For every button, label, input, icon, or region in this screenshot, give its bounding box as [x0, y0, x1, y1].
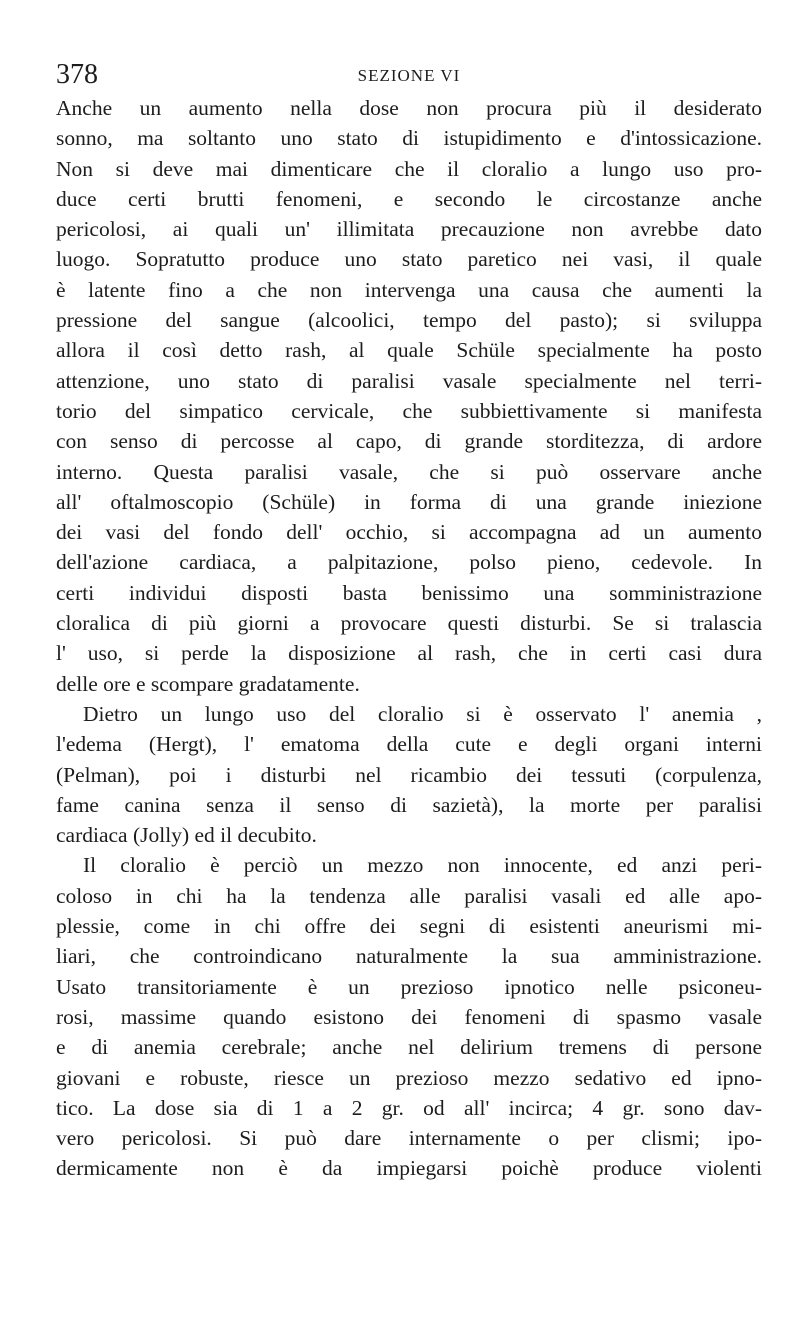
text-line: con senso di percosse al capo, di grande storditezza, di ardore	[56, 429, 762, 454]
text-line: fame canina senza il senso di sazietà), la morte per paralisi	[56, 792, 762, 817]
text-line: dei vasi del fondo dell' occhio, si accompagna ad un aumento	[56, 520, 762, 545]
text-line: rosi, massime quando esistono dei fenomeni di spasmo vasale	[56, 1004, 762, 1029]
text-line: e di anemia cerebrale; anche nel delirium tremens di persone	[56, 1035, 762, 1060]
text-line: duce certi brutti fenomeni, e secondo le circostanze anche	[56, 186, 762, 211]
text-line: allora il così detto rash, al quale Schüle specialmente ha posto	[56, 338, 762, 363]
text-line: luogo. Sopratutto produce uno stato paretico nei vasi, il quale	[56, 247, 762, 272]
text-line: interno. Questa paralisi vasale, che si può osservare anche	[56, 459, 762, 484]
text-line: pressione del sangue (alcoolici, tempo del pasto); si sviluppa	[56, 308, 762, 333]
text-line: è latente fino a che non intervenga una causa che aumenti la	[56, 277, 762, 302]
text-line: dermicamente non è da impiegarsi poichè produce violenti	[56, 1156, 762, 1181]
text-line: delle ore e scompare gradatamente.	[56, 671, 360, 696]
text-line: tico. La dose sia di 1 a 2 gr. od all' incirca; 4 gr. sono dav-	[56, 1095, 762, 1120]
text-line: attenzione, uno stato di paralisi vasale specialmente nel terri-	[56, 368, 762, 393]
text-line: l' uso, si perde la disposizione al rash, che in certi casi dura	[56, 641, 762, 666]
text-line: plessie, come in chi offre dei segni di esistenti aneurismi mi-	[56, 914, 762, 939]
section-title: SEZIONE VI	[357, 66, 461, 85]
text-line: giovani e robuste, riesce un prezioso mezzo sedativo ed ipno-	[56, 1065, 762, 1090]
page-number: 378	[56, 59, 98, 90]
text-line: Anche un aumento nella dose non procura più il desiderato	[56, 96, 762, 120]
text-line: Il cloralio è perciò un mezzo non innocente, ed anzi peri-	[83, 853, 762, 878]
text-line: cloralica di più giorni a provocare questi disturbi. Se si tralascia	[56, 611, 762, 636]
text-line: sonno, ma soltanto uno stato di istupidimento e d'intossicazione.	[56, 126, 762, 151]
text-line: Dietro un lungo uso del cloralio si è osservato l' anemia ,	[83, 701, 762, 726]
running-head	[56, 58, 762, 92]
text-line: Usato transitoriamente è un prezioso ipnotico nelle psiconeu-	[56, 974, 762, 999]
body-text	[56, 93, 762, 1184]
text-line: Non si deve mai dimenticare che il cloralio a lungo uso pro-	[56, 156, 762, 181]
text-line: torio del simpatico cervicale, che subbiettivamente si manifesta	[56, 398, 762, 423]
text-line: certi individui disposti basta benissimo una somministrazione	[56, 580, 762, 605]
text-line: (Pelman), poi i disturbi nel ricambio dei tessuti (corpulenza,	[56, 762, 762, 787]
text-line: all' oftalmoscopio (Schüle) in forma di una grande iniezione	[56, 489, 762, 514]
text-line: dell'azione cardiaca, a palpitazione, polso pieno, cedevole. In	[56, 550, 762, 575]
text-line: pericolosi, ai quali un' illimitata precauzione non avrebbe dato	[56, 217, 762, 242]
text-line: vero pericolosi. Si può dare internamente o per clismi; ipo-	[56, 1126, 762, 1151]
text-line: cardiaca (Jolly) ed il decubito.	[56, 823, 317, 848]
text-line: liari, che controindicano naturalmente la sua amministrazione.	[56, 944, 762, 969]
text-line: l'edema (Hergt), l' ematoma della cute e degli organi interni	[56, 732, 762, 757]
text-line: coloso in chi ha la tendenza alle paralisi vasali ed alle apo-	[56, 883, 762, 908]
